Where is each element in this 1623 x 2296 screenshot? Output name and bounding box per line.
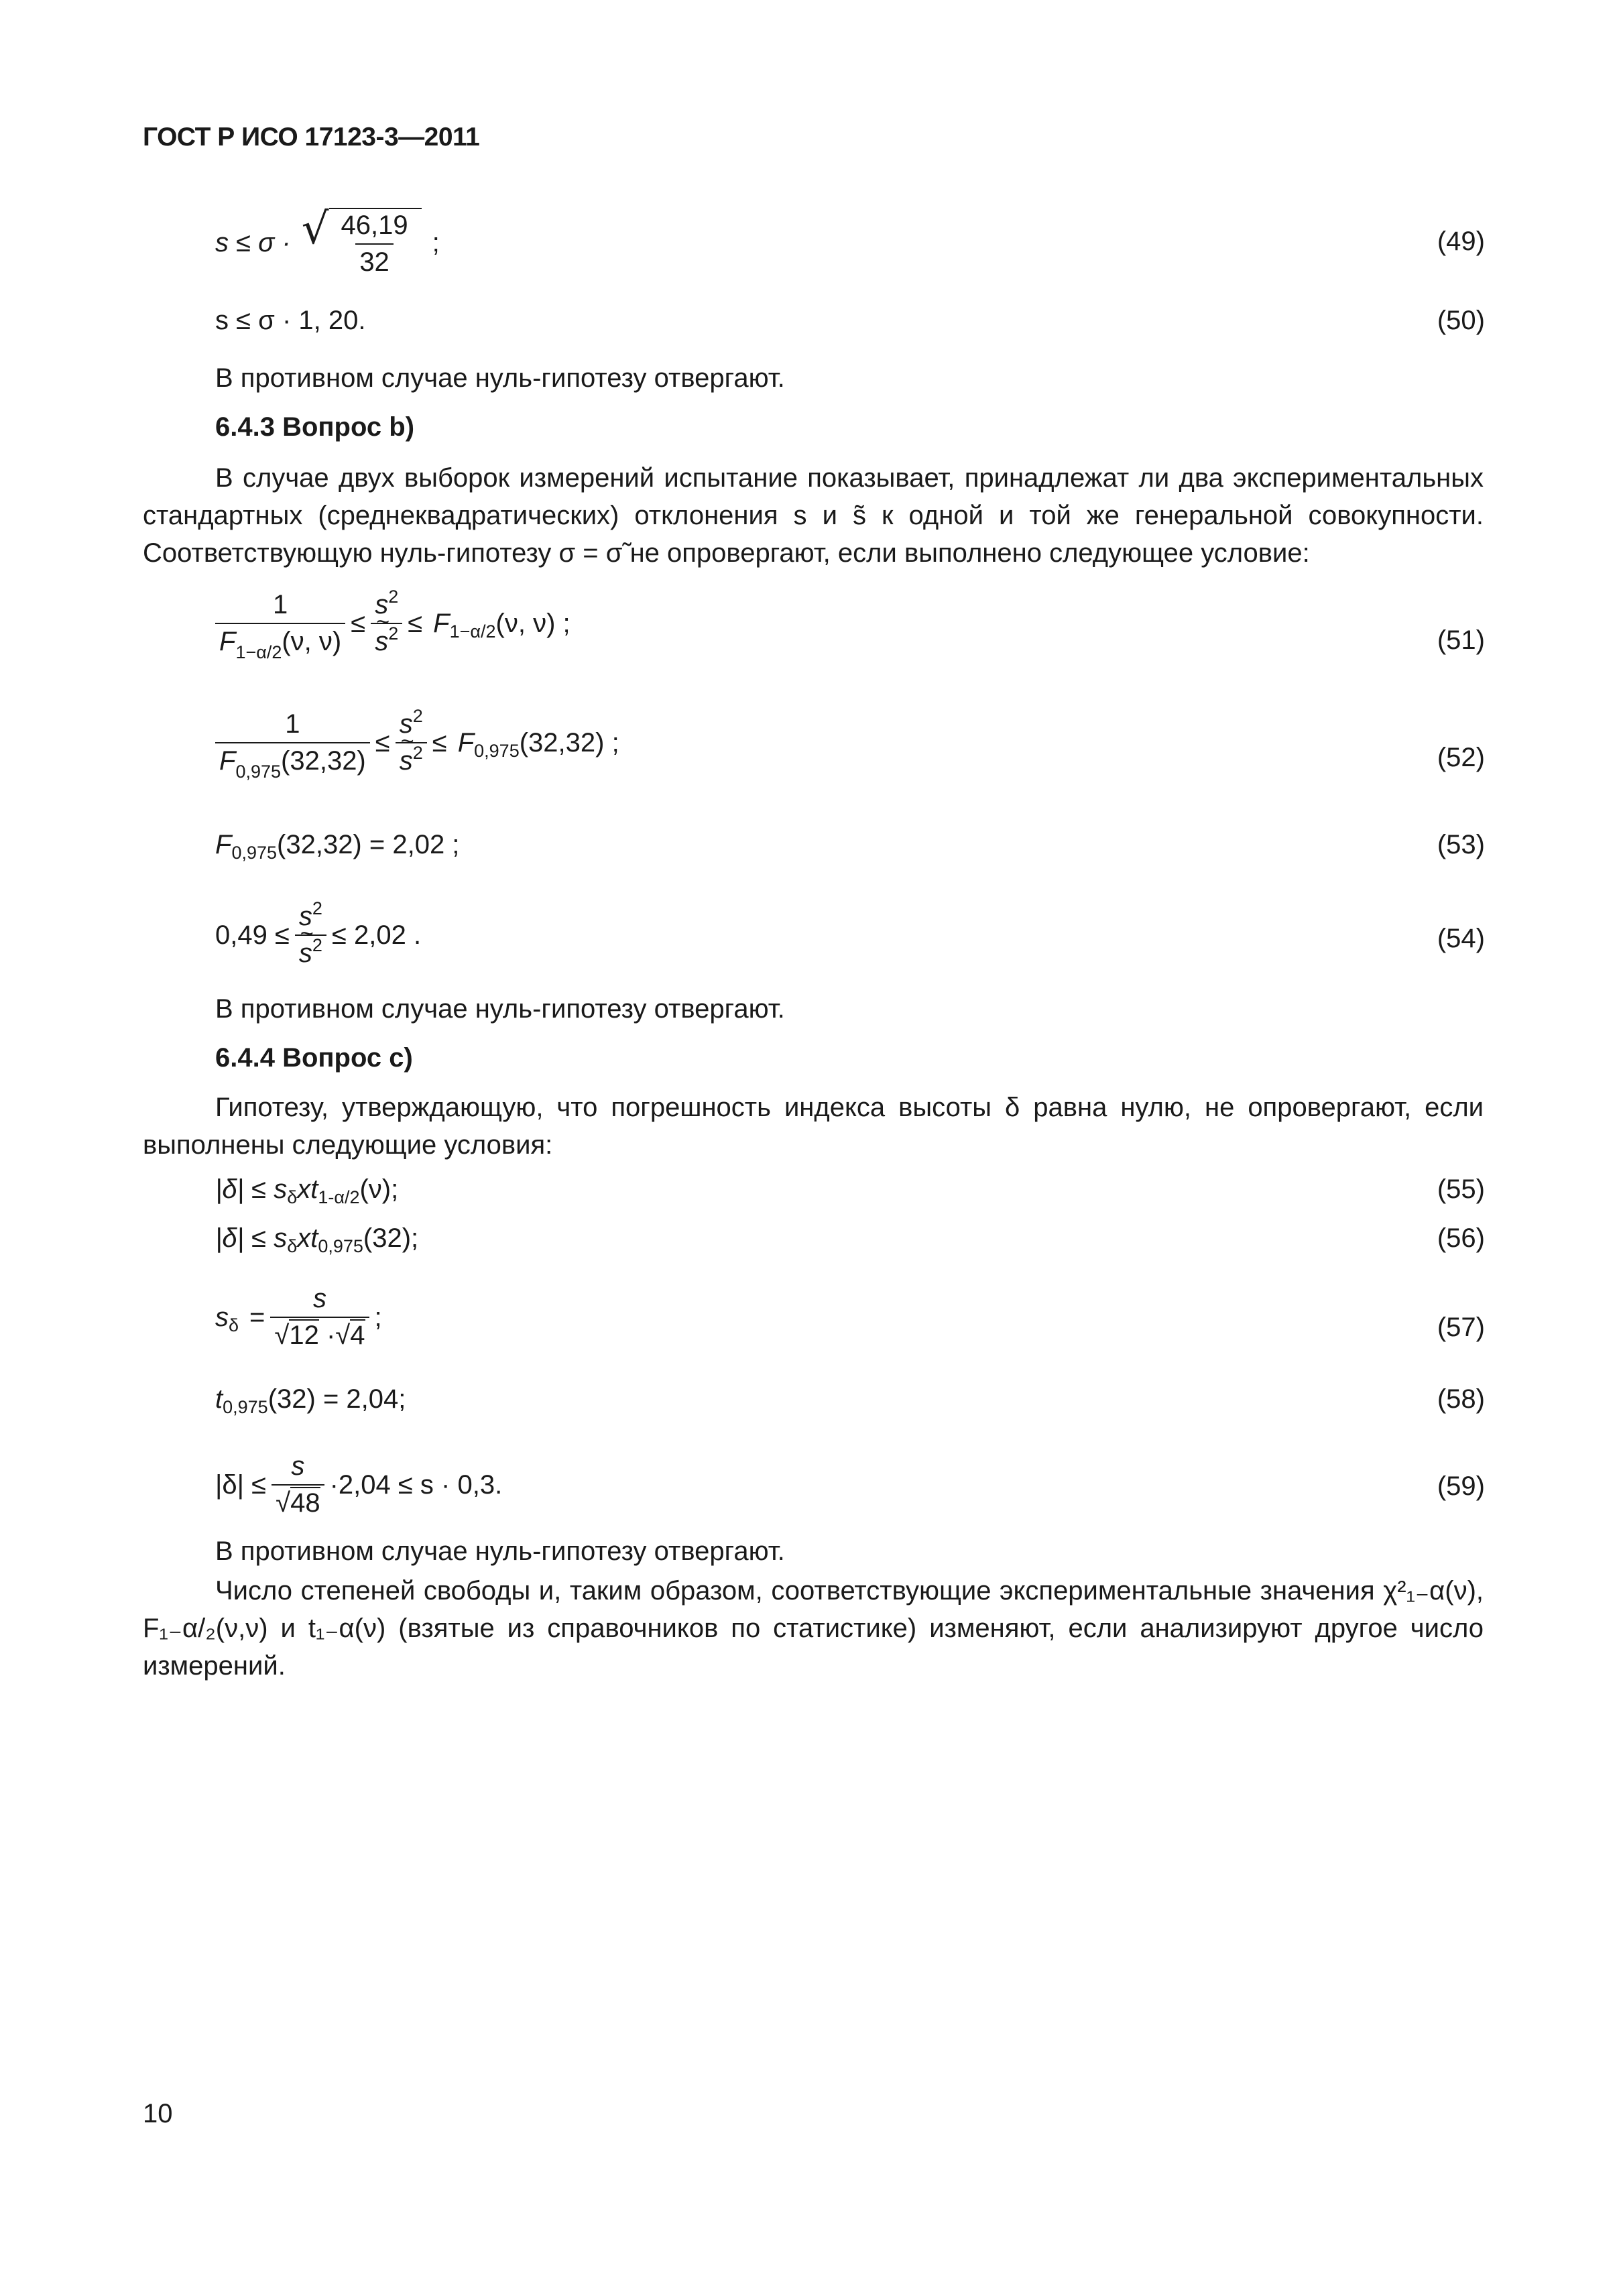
equation-58 xyxy=(215,1384,406,1417)
eq51-number: (51) xyxy=(1437,625,1485,655)
eq54-lhs: 0,49 ≤ xyxy=(215,920,290,950)
eq49-tail: ; xyxy=(432,227,440,257)
section-644-heading: 6.4.4 Вопрос c) xyxy=(215,1043,413,1073)
eq57-num: s xyxy=(312,1284,326,1313)
eq58-t: t xyxy=(215,1384,223,1414)
eq59-den: √48 xyxy=(272,1484,324,1518)
eq53-f: F xyxy=(215,830,232,859)
eq54-number: (54) xyxy=(1437,924,1485,953)
eq52-s: s xyxy=(399,709,413,739)
eq52-mid-fraction xyxy=(396,706,427,776)
eq59-number: (59) xyxy=(1437,1471,1485,1501)
eq52-left-num: 1 xyxy=(285,709,300,739)
eq54-s-sq: 2 xyxy=(312,898,322,918)
eq59-lhs: |δ| ≤ xyxy=(215,1469,267,1500)
section-643-heading: 6.4.3 Вопрос b) xyxy=(215,412,415,442)
eq57-dot: · xyxy=(326,1321,336,1350)
eq52-f-sub: 0,975 xyxy=(235,762,282,782)
eq55-rest: (ν); xyxy=(359,1174,399,1204)
eq51-left-den xyxy=(215,623,345,662)
closing-reject-text: В противном случае нуль-гипотезу отвергают. xyxy=(215,1536,785,1566)
eq56-xt: xt xyxy=(297,1223,318,1253)
eq51-s-tilde-sq: 2 xyxy=(388,623,399,644)
eq53-number: (53) xyxy=(1437,830,1485,859)
closing-paragraph: Число степеней свободы и, таким образом, соответствующие экспериментальные значения χ²₁₋α(ν), F₁₋α/₂(ν,ν) и t₁₋α(ν) (взятые из справочников по статистике) изменяют, если анализируют другое число измерений. xyxy=(143,1576,1484,1681)
eq59-fraction xyxy=(272,1451,324,1518)
eq57-s: s xyxy=(215,1302,229,1332)
equation-50: s ≤ σ · 1, 20. xyxy=(215,306,366,335)
eq58-rest: (32) = 2,04; xyxy=(267,1384,406,1414)
equation-54 xyxy=(215,898,422,969)
eq55-sub1: δ xyxy=(287,1187,298,1207)
eq55-sub2: 1-α/2 xyxy=(318,1187,360,1207)
eq52-number: (52) xyxy=(1437,743,1485,772)
eq53-rest: (32,32) = 2,02 ; xyxy=(277,830,460,859)
eq51-rhs-f: F xyxy=(433,608,450,638)
eq56-sub2: 0,975 xyxy=(318,1236,363,1256)
eq58-number: (58) xyxy=(1437,1384,1485,1414)
eq49-num: 46,19 xyxy=(341,210,408,240)
eq56-lhs: |δ| ≤ s xyxy=(215,1223,288,1253)
eq51-s-sq: 2 xyxy=(388,587,399,607)
eq49-fraction xyxy=(337,210,412,278)
eq53-sub: 0,975 xyxy=(231,843,278,863)
eq54-rhs: ≤ 2,02 . xyxy=(331,920,422,950)
eq52-s-tilde: ~ s xyxy=(400,746,413,776)
reject-text-1: В противном случае нуль-гипотезу отвергают. xyxy=(215,363,785,393)
eq56-sub1: δ xyxy=(287,1236,298,1256)
eq57-equals: = xyxy=(249,1302,265,1332)
eq59-root-48: 48 xyxy=(290,1488,320,1518)
equation-57 xyxy=(215,1284,382,1351)
eq55-number: (55) xyxy=(1437,1174,1485,1204)
eq51-f: F xyxy=(219,627,236,656)
eq49-lhs: s ≤ σ · xyxy=(215,227,291,257)
eq52-le-2: ≤ xyxy=(432,727,447,758)
eq57-den: √12 ·√4 xyxy=(270,1317,369,1351)
eq56-number: (56) xyxy=(1437,1223,1485,1253)
eq51-rhs-arg: (ν, ν) ; xyxy=(495,608,570,638)
document-header: ГОСТ Р ИСО 17123-3—2011 xyxy=(143,123,480,152)
eq51-s-tilde: ~ s xyxy=(375,627,388,657)
eq57-fraction xyxy=(270,1284,369,1351)
equation-55 xyxy=(215,1174,398,1205)
eq51-left-num: 1 xyxy=(272,590,288,619)
eq56-rest: (32); xyxy=(363,1223,419,1253)
eq57-number: (57) xyxy=(1437,1313,1485,1342)
eq54-fraction xyxy=(295,898,326,969)
eq57-root-12: 12 xyxy=(289,1321,319,1350)
eq52-f-arg: (32,32) xyxy=(281,746,366,776)
equation-52 xyxy=(215,706,619,782)
reject-text-2: В противном случае нуль-гипотезу отвергают. xyxy=(215,994,785,1024)
eq51-mid-fraction xyxy=(371,587,402,657)
equation-51 xyxy=(215,587,570,662)
eq52-rhs-arg: (32,32) ; xyxy=(519,727,619,758)
page-number: 10 xyxy=(143,2099,173,2128)
eq50-number: (50) xyxy=(1437,306,1485,335)
eq58-sub: 0,975 xyxy=(223,1397,268,1417)
section-643-paragraph: В случае двух выборок измерений испытание показывает, принадлежат ли два экспериментальных стандартных (среднеквадратических) отклонения s и s̃ к одной и той же генеральной совокупности. Соответствующую нуль-гипотезу σ = σ̃ не опровергают, если выполнено следующее условие: xyxy=(143,463,1484,568)
eq57-tail: ; xyxy=(374,1302,382,1332)
eq51-f-sub: 1−α/2 xyxy=(235,642,282,662)
eq57-sub: δ xyxy=(229,1315,239,1335)
eq52-le-1: ≤ xyxy=(375,727,390,758)
section-644-paragraph: Гипотезу, утверждающую, что погрешность индекса высоты δ равна нулю, не опровергают, если выполнены следующие условия: xyxy=(143,1093,1484,1160)
eq51-le-1: ≤ xyxy=(351,608,366,638)
equation-59 xyxy=(215,1451,502,1518)
eq51-f-arg: (ν, ν) xyxy=(282,627,342,656)
eq51-s: s xyxy=(375,590,389,619)
eq59-num: s xyxy=(291,1451,305,1481)
eq54-s-tilde: ~ s xyxy=(299,939,312,969)
eq54-s: s xyxy=(298,902,312,931)
eq51-rhs-sub: 1−α/2 xyxy=(449,621,496,642)
equation-49 xyxy=(215,204,440,278)
eq55-xt: xt xyxy=(297,1174,318,1204)
eq52-f: F xyxy=(219,746,236,776)
eq49-sqrt: √ $\frac{46,19}{32}$ xyxy=(302,208,422,278)
eq54-s-tilde-sq: 2 xyxy=(312,935,322,955)
eq49-den: 32 xyxy=(355,243,394,278)
eq52-s-sq: 2 xyxy=(412,706,423,726)
eq52-left-fraction xyxy=(215,709,370,782)
equation-53 xyxy=(215,830,460,863)
eq55-lhs: |δ| ≤ s xyxy=(215,1174,288,1204)
eq57-root-4: 4 xyxy=(350,1321,365,1350)
eq51-le-2: ≤ xyxy=(408,608,423,638)
eq52-left-den xyxy=(215,742,370,782)
eq59-rest: ·2,04 ≤ s · 0,3. xyxy=(329,1469,503,1500)
eq52-s-tilde-sq: 2 xyxy=(412,743,423,763)
eq52-rhs-f: F xyxy=(457,727,475,758)
eq49-number: (49) xyxy=(1437,227,1485,256)
equation-56 xyxy=(215,1223,418,1254)
eq51-left-fraction xyxy=(215,590,345,662)
eq52-rhs-sub: 0,975 xyxy=(474,740,520,761)
